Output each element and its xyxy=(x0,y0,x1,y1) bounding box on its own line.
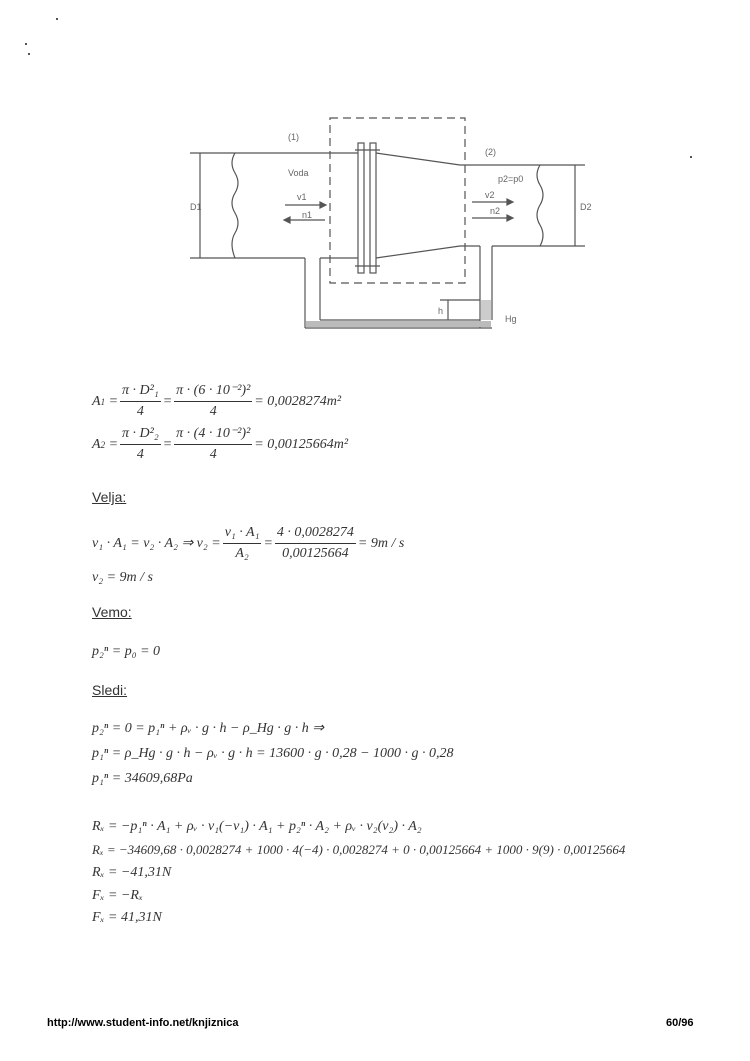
eq-cont-den1: A₂ xyxy=(235,546,249,561)
heading-vemo: Vemo: xyxy=(92,604,132,620)
hg-label: Hg xyxy=(505,314,517,324)
section1-label: (1) xyxy=(288,132,299,142)
eq-a2-lhs-sub: 2 xyxy=(100,439,106,450)
eq-cont-num1: v₁ · A₁ xyxy=(223,524,262,544)
v2-label: v2 xyxy=(485,190,495,200)
eq-cont-left: v₁ · A₁ = v₂ · A₂ ⇒ v₂ = xyxy=(92,535,221,551)
eq-a2-lhs: A xyxy=(92,436,101,452)
scan-speck xyxy=(56,18,58,20)
equation-p2: p₂ⁿ = p₀ = 0 xyxy=(92,644,161,659)
d1-label: D1 xyxy=(190,202,202,212)
equation-force-4: Fₓ = −Rₓ xyxy=(92,888,143,903)
eq-a2-num2: π · (4 · 10⁻²)² xyxy=(174,425,252,445)
eq-a2-den2: 4 xyxy=(209,447,217,462)
scan-speck xyxy=(28,53,30,55)
eq-a1-den2: 4 xyxy=(209,404,217,419)
section2-label: (2) xyxy=(485,147,496,157)
h-label: h xyxy=(438,306,444,316)
eq-a1-lhs: A xyxy=(92,393,101,409)
scan-speck xyxy=(25,43,27,45)
equation-pressure-3: p₁ⁿ = 34609,68Pa xyxy=(92,771,193,786)
equation-continuity: v₁ · A₁ = v₂ · A₂ ⇒ v₂ = $\frac{\text{v₁ · A₁}}{\text{A₂}}$ = $\frac{4 \cdot 0,0028274}{0,00125664}$ = 9m / s xyxy=(92,525,405,561)
n2-label: n2 xyxy=(490,206,501,216)
equation-pressure-2: p₁ⁿ = ρ_Hg · g · h − ρᵥ · g · h = 13600 · g · 0,28 − 1000 · g · 0,28 xyxy=(92,746,454,761)
eq-a2-num1: π · D²₂ xyxy=(120,425,161,445)
eq-a1-num1: π · D²₁ xyxy=(120,382,161,402)
mercury-fill xyxy=(306,321,491,327)
eq-cont-den2: 0,00125664 xyxy=(282,546,349,561)
eq-a2-result: = 0,00125664m² xyxy=(254,436,349,452)
n1-label: n1 xyxy=(302,210,313,220)
mercury-column xyxy=(481,300,491,320)
fluid-label: Voda xyxy=(288,168,309,178)
footer-url-link[interactable]: http://www.student-info.net/knjiznica xyxy=(47,1017,239,1029)
equation-force-3: Rₓ = −41,31N xyxy=(92,865,172,880)
eq-a1-lhs-sub: 1 xyxy=(100,396,106,407)
equation-area-a2: A 2 = $\frac{\text{π · D²₂}}{4}$ = $\frac{\text{π · (4 · 10⁻²)²}}{4}$ = 0,00125664m² xyxy=(92,426,349,462)
equation-pressure-1: p₂ⁿ = 0 = p₁ⁿ + ρᵥ · g · h − ρ_Hg · g · h ⇒ xyxy=(92,721,325,736)
eq-a2-den1: 4 xyxy=(136,447,144,462)
scan-speck xyxy=(690,156,692,158)
equation-force-5: Fₓ = 41,31N xyxy=(92,910,162,925)
d2-label: D2 xyxy=(580,202,592,212)
eq-a1-den1: 4 xyxy=(136,404,144,419)
footer-page-number: 60/96 xyxy=(666,1017,694,1029)
eq-cont-num2: 4 · 0,0028274 xyxy=(275,524,356,544)
eq-cont-result: = 9m / s xyxy=(357,535,405,551)
p2-label: p2=p0 xyxy=(498,174,524,184)
pipe-reducer-diagram xyxy=(180,110,600,350)
heading-sledi: Sledi: xyxy=(92,682,128,698)
v1-label: v1 xyxy=(297,192,307,202)
equation-force-1: Rₓ = −p₁ⁿ · A₁ + ρᵥ · v₁(−v₁) · A₁ + p₂ⁿ · A₂ + ρᵥ · v₂(v₂) · A₂ xyxy=(92,819,422,834)
equation-force-2: Rₓ = −34609,68 · 0,0028274 + 1000 · 4(−4) · 0,0028274 + 0 · 0,00125664 + 1000 · 9(9) · 0,00125664 xyxy=(92,842,626,857)
equation-area-a1: A 1 = $\frac{\text{π · D²₁}}{4}$ = $\frac{\text{π · (6 · 10⁻²)²}}{4}$ = 0,0028274m² xyxy=(92,383,342,419)
eq-a1-num2: π · (6 · 10⁻²)² xyxy=(174,382,252,402)
eq-a1-result: = 0,0028274m² xyxy=(254,393,342,409)
heading-velja: Velja: xyxy=(92,489,127,505)
equation-v2: v₂ = 9m / s xyxy=(92,570,153,585)
